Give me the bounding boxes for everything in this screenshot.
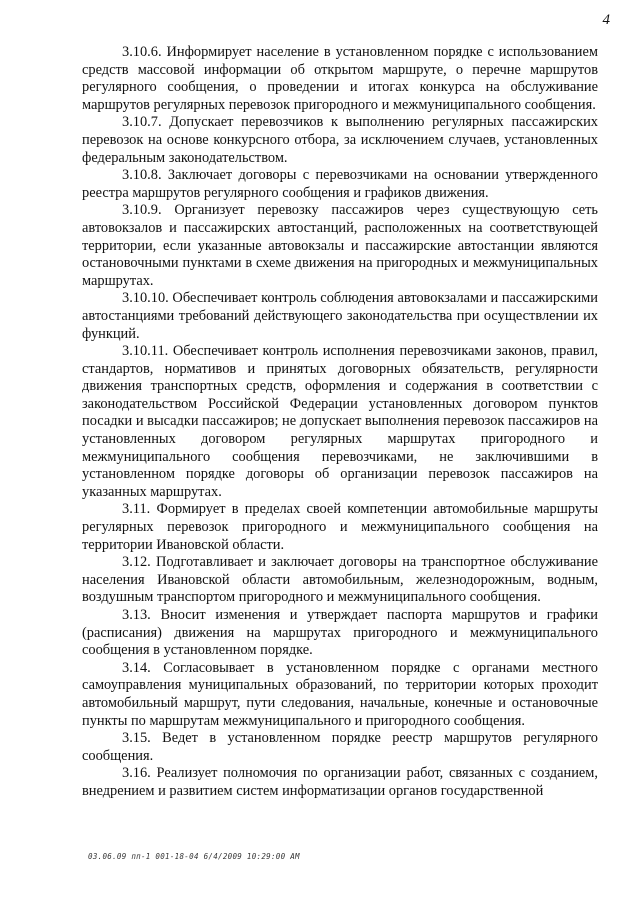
- paragraph-3-10-11: 3.10.11. Обеспечивает контроль исполнения перевозчиками законов, правил, стандартов, нормативов и принятых договорных обязательств, регулярности движения транспортных средств, оформления и содержания в соответствии с законодательством Российской Федерации установленных договором пунктов посадки и высадки пассажиров; не допускает выполнения перевозок пассажиров на установленных договором регулярных маршрутах пригородного и межмуниципального сообщения перевозчиками, не заключившими в установленном порядке договоры об организации перевозок пассажиров на указанных маршрутах.: [82, 343, 598, 500]
- document-footer: 03.06.09 пп-1 001-18-04 6/4/2009 10:29:00 AM: [88, 852, 300, 861]
- paragraph-3-10-10: 3.10.10. Обеспечивает контроль соблюдения автовокзалами и пассажирскими автостанциями требований действующего законодательства при осуществлении их функций.: [82, 290, 598, 342]
- paragraph-3-10-7: 3.10.7. Допускает перевозчиков к выполнению регулярных пассажирских перевозок на основе конкурсного отбора, за исключением случаев, установленных федеральным законодательством.: [82, 114, 598, 166]
- paragraph-3-10-9: 3.10.9. Организует перевозку пассажиров через существующую сеть автовокзалов и пассажирских автостанций, расположенных на соответствующей территории, если указанные автовокзалы и пассажирские автостанции являются остановочными пунктами в схеме движения на пригородных и межмуниципальных маршрутах.: [82, 202, 598, 289]
- paragraph-3-11: 3.11. Формирует в пределах своей компетенции автомобильные маршруты регулярных перевозок пригородного и межмуниципального сообщения на территории Ивановской области.: [82, 501, 598, 553]
- page-number: 4: [602, 12, 610, 28]
- paragraph-3-10-8: 3.10.8. Заключает договоры с перевозчиками на основании утвержденного реестра маршрутов регулярного сообщения и графиков движения.: [82, 167, 598, 201]
- paragraph-3-13: 3.13. Вносит изменения и утверждает паспорта маршрутов и графики (расписания) движения на маршрутах пригородного и межмуниципального сообщения в установленном порядке.: [82, 607, 598, 659]
- paragraph-3-10-6: 3.10.6. Информирует население в установленном порядке с использованием средств массовой информации об открытом маршруте, о перечне маршрутов регулярного сообщения, о проведении и итогах конкурса на обслуживание маршрутов регулярных перевозок пригородного и межмуниципального сообщения.: [82, 44, 598, 113]
- paragraph-3-16: 3.16. Реализует полномочия по организации работ, связанных с созданием, внедрением и развитием систем информатизации органов государственной: [82, 765, 598, 799]
- document-body: [82, 44, 598, 801]
- paragraph-3-14: 3.14. Согласовывает в установленном порядке с органами местного самоуправления муниципальных образований, по территории которых проходит автомобильный маршрут, пути следования, начальные, конечные и остановочные пункты по маршрутам межмуниципального и пригородного сообщения.: [82, 659, 598, 729]
- paragraph-3-15: 3.15. Ведет в установленном порядке реестр маршрутов регулярного сообщения.: [82, 730, 598, 764]
- paragraph-3-12: 3.12. Подготавливает и заключает договоры на транспортное обслуживание населения Ивановской области автомобильным, железнодорожным, водным, воздушным транспортом пригородного и межмуниципального сообщения.: [82, 554, 598, 606]
